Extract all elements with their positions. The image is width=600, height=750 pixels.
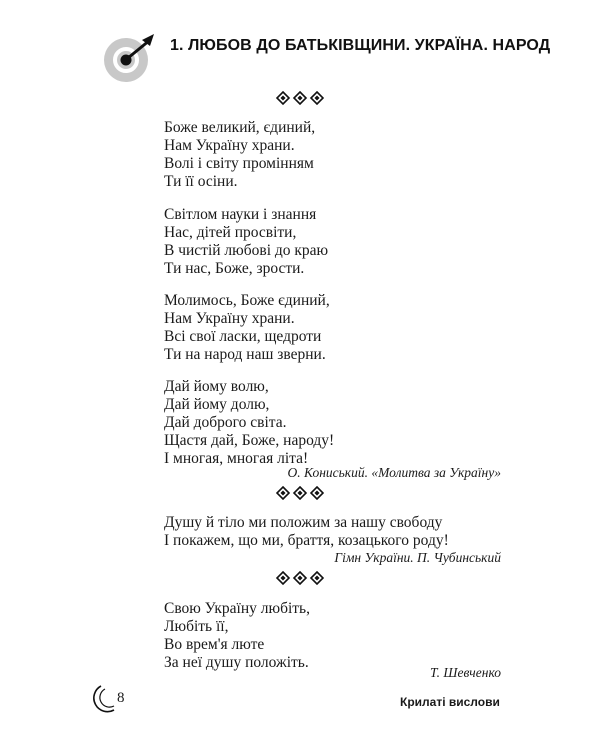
verse-line: За неї душу положіть.	[164, 654, 309, 671]
verse-line: Волі і світу промінням	[164, 155, 314, 172]
verse-line: Дай йому волю,	[164, 378, 269, 395]
shevchenko-quote	[164, 600, 310, 672]
verse-line: Дай йому долю,	[164, 396, 270, 413]
verse-line: Ти на народ наш зверни.	[164, 346, 326, 363]
verse-line: Ти нас, Боже, зрости.	[164, 260, 305, 277]
verse-line: Во врем'я люте	[164, 636, 265, 653]
attribution-shevchenko: Т. Шевченко	[429, 665, 501, 680]
triple-diamond-ornament-icon	[276, 571, 324, 585]
verse-line: Нас, дітей просвіти,	[164, 224, 297, 241]
chapter-title: 1. ЛЮБОВ ДО БАТЬКІВЩИНИ. УКРАЇНА. НАРОД	[170, 37, 551, 54]
page-number: 8	[117, 690, 125, 706]
verse-line: Щастя дай, Боже, народу!	[164, 432, 335, 449]
verse-line: Нам Україну храни.	[164, 137, 295, 154]
verse-line: Душу й тіло ми положим за нашу свободу	[164, 514, 443, 531]
verse-line: І многая, многая літа!	[164, 450, 309, 467]
verse-line: Дай доброго світа.	[164, 414, 287, 431]
book-title: Крилаті вислови	[400, 695, 500, 709]
stanza-3	[164, 292, 330, 364]
attribution-anthem: Гімн України. П. Чубинський	[334, 550, 501, 565]
triple-diamond-ornament-icon	[276, 486, 324, 500]
verse-line: Боже великий, єдиний,	[164, 119, 316, 136]
anthem-quote	[164, 514, 449, 550]
stanza-2	[164, 206, 328, 278]
stanza-1	[164, 119, 315, 191]
attribution-konysky: О. Кониський. «Молитва за Україну»	[287, 465, 501, 480]
verse-line: І покажем, що ми, браття, козацького роду!	[164, 532, 449, 549]
triple-diamond-ornament-icon	[276, 91, 324, 105]
verse-line: Нам Україну храни.	[164, 310, 295, 327]
verse-line: В чистій любові до краю	[164, 242, 329, 259]
verse-line: Свою Україну любіть,	[164, 600, 310, 617]
verse-line: Світлом науки і знання	[164, 206, 317, 223]
target-arrow-icon	[100, 32, 158, 84]
stanza-4	[164, 378, 334, 468]
verse-line: Всі свої ласки, щедроти	[164, 328, 322, 345]
verse-line: Молимось, Боже єдиний,	[164, 292, 330, 309]
verse-line: Ти її осіни.	[164, 173, 238, 190]
verse-line: Любіть її,	[164, 618, 229, 635]
